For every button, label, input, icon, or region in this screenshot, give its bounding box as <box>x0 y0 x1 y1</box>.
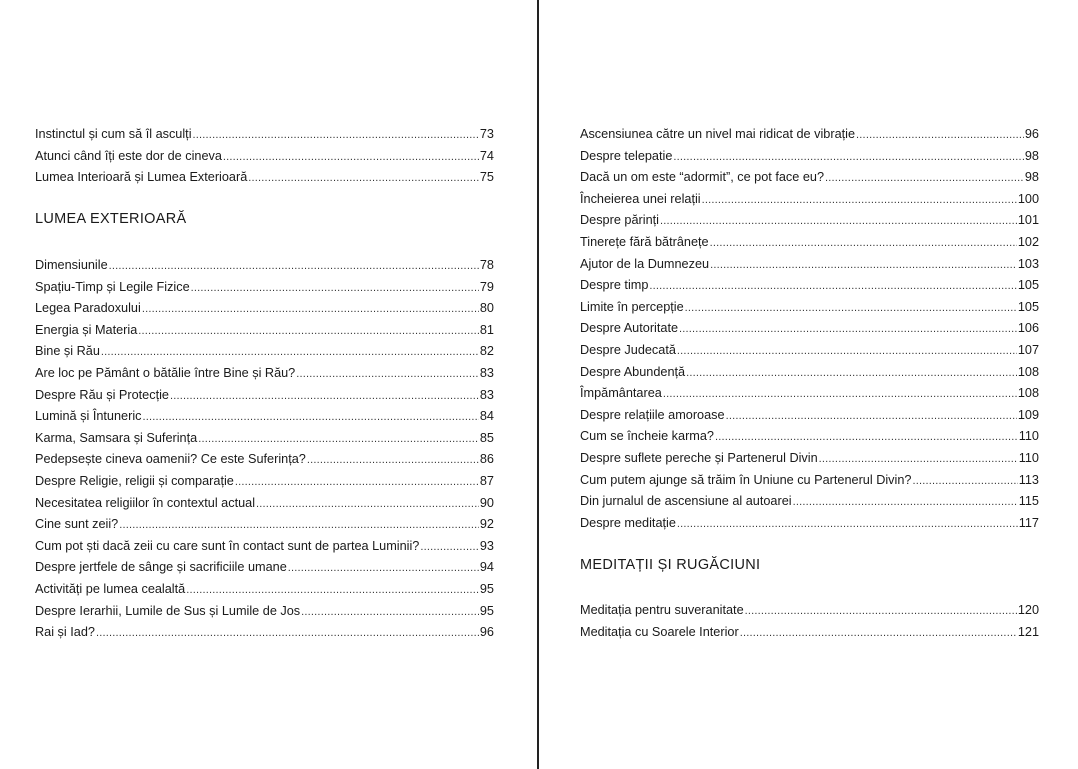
dot-leader <box>307 450 479 471</box>
dot-leader <box>198 429 479 450</box>
dot-leader <box>143 407 479 428</box>
toc-entry-page-number: 110 <box>1018 429 1039 444</box>
toc-entry-title: Necesitatea religiilor în contextul actual <box>35 495 256 510</box>
toc-entry-title: Limite în percepție <box>580 299 684 314</box>
dot-leader <box>101 342 479 363</box>
dot-leader <box>649 276 1016 297</box>
toc-entry-page-number: 110 <box>1018 450 1039 465</box>
toc-entry-page-number: 90 <box>479 495 494 510</box>
toc-entry-title: Despre Abundență <box>580 364 686 379</box>
section-heading: LUMEA EXTERIOARĂ <box>35 211 187 227</box>
dot-leader <box>193 125 479 146</box>
toc-entry <box>35 493 494 515</box>
toc-entry-page-number: 108 <box>1017 386 1039 401</box>
toc-entry-page-number: 93 <box>479 538 494 553</box>
dot-leader <box>673 147 1023 168</box>
toc-entry-title: Activități pe lumea cealaltă <box>35 581 186 596</box>
toc-entry <box>580 600 1039 622</box>
toc-entry-title: Cum se încheie karma? <box>580 429 714 444</box>
left-page <box>0 0 538 769</box>
toc-entry-title: Are loc pe Pământ o bătălie între Bine și Rău? <box>35 365 296 380</box>
toc-entry-page-number: 101 <box>1017 213 1039 228</box>
toc-entry <box>35 449 494 471</box>
toc-entry-title: Lumină și Întuneric <box>35 409 142 424</box>
dot-leader <box>677 341 1017 362</box>
toc-entry <box>580 254 1039 276</box>
toc-entry-page-number: 113 <box>1018 472 1039 487</box>
dot-leader <box>819 449 1018 470</box>
dot-leader <box>256 494 479 515</box>
toc-entry <box>35 298 494 320</box>
toc-entry-title: Legea Paradoxului <box>35 301 141 316</box>
dot-leader <box>677 514 1018 535</box>
dot-leader <box>248 168 479 189</box>
toc-entry <box>580 124 1039 146</box>
toc-entry-title: Meditația pentru suveranitate <box>580 603 744 617</box>
dot-leader <box>288 558 479 579</box>
toc-entry-title: Împământarea <box>580 386 662 401</box>
toc-entry-page-number: 92 <box>479 517 494 532</box>
toc-entry <box>35 146 494 168</box>
toc-entry <box>35 514 494 536</box>
toc-entry-title: Cine sunt zeii? <box>35 517 119 532</box>
dot-leader <box>109 256 479 277</box>
toc-entry <box>580 146 1039 168</box>
toc-entry-page-number: 121 <box>1017 624 1039 639</box>
toc-entry-title: Despre relațiile amoroase <box>580 407 725 422</box>
toc-entry-title: Despre jertfele de sânge și sacrificiile umane <box>35 560 287 575</box>
toc-entry-title: Despre suflete pereche și Partenerul Divin <box>580 450 818 465</box>
dot-leader <box>223 147 479 168</box>
toc-entry-page-number: 107 <box>1017 342 1039 357</box>
dot-leader <box>715 427 1018 448</box>
toc-entry-title: Despre telepatie <box>580 148 673 163</box>
toc-entry-title: Ascensiunea către un nivel mai ridicat de vibrație <box>580 127 856 141</box>
toc-entry-page-number: 85 <box>479 430 494 445</box>
dot-leader <box>679 319 1017 340</box>
toc-entry <box>580 448 1039 470</box>
toc-entry <box>580 275 1039 297</box>
toc-entry-title: Energia și Materia <box>35 322 138 337</box>
dot-leader <box>119 515 479 536</box>
dot-leader <box>170 386 479 407</box>
dot-leader <box>856 125 1024 146</box>
toc-entry-title: Atunci când îți este dor de cineva <box>35 148 222 163</box>
toc-entry-page-number: 94 <box>479 560 494 575</box>
dot-leader <box>726 406 1017 427</box>
toc-entry <box>35 601 494 623</box>
toc-entry-title: Lumea Interioară și Lumea Exterioară <box>35 170 248 185</box>
dot-leader <box>912 471 1017 492</box>
toc-entry-page-number: 108 <box>1017 364 1039 379</box>
toc-entry-page-number: 95 <box>479 581 494 596</box>
toc-entry <box>35 406 494 428</box>
toc-entry-title: Dimensiunile <box>35 258 108 272</box>
toc-entry-page-number: 82 <box>479 344 494 359</box>
toc-entry <box>580 232 1039 254</box>
toc-entry-page-number: 83 <box>479 365 494 380</box>
toc-entry-page-number: 109 <box>1017 407 1039 422</box>
toc-entry <box>580 491 1039 513</box>
dot-leader <box>191 278 479 299</box>
toc-entry-page-number: 106 <box>1017 321 1039 336</box>
toc-entry <box>580 426 1039 448</box>
dot-leader <box>686 363 1017 384</box>
dot-leader <box>825 168 1024 189</box>
toc-entry <box>35 471 494 493</box>
right-page <box>539 0 1078 769</box>
toc-entry-page-number: 79 <box>479 279 494 294</box>
dot-leader <box>740 623 1017 644</box>
toc-list <box>35 124 494 189</box>
dot-leader <box>138 321 479 342</box>
dot-leader <box>710 233 1017 254</box>
dot-leader <box>296 364 479 385</box>
dot-leader <box>745 601 1017 622</box>
toc-entry <box>580 297 1039 319</box>
toc-entry-page-number: 86 <box>479 452 494 467</box>
toc-list <box>35 255 494 644</box>
toc-entry-page-number: 87 <box>479 473 494 488</box>
dot-leader <box>186 580 479 601</box>
toc-entry-page-number: 105 <box>1017 299 1039 314</box>
toc-entry-page-number: 81 <box>479 322 494 337</box>
toc-entry <box>580 167 1039 189</box>
toc-entry-title: Cum pot ști dacă zeii cu care sunt în contact sunt de partea Luminii? <box>35 538 420 553</box>
toc-entry-page-number: 80 <box>479 301 494 316</box>
toc-entry <box>35 320 494 342</box>
toc-entry <box>35 622 494 644</box>
toc-entry-title: Tinerețe fără bătrânețe <box>580 234 709 249</box>
toc-entry-page-number: 96 <box>479 625 494 640</box>
toc-entry-title: Rai și Iad? <box>35 625 95 640</box>
toc-entry-page-number: 95 <box>479 603 494 618</box>
toc-entry <box>35 277 494 299</box>
toc-entry-title: Meditația cu Soarele Interior <box>580 624 739 639</box>
toc-entry <box>580 470 1039 492</box>
toc-entry <box>35 536 494 558</box>
toc-entry-title: Cum putem ajunge să trăim în Uniune cu Partenerul Divin? <box>580 472 912 487</box>
toc-entry-page-number: 120 <box>1017 603 1039 617</box>
toc-entry <box>580 622 1039 644</box>
toc-entry-page-number: 84 <box>479 409 494 424</box>
toc-list <box>580 600 1039 643</box>
toc-entry-page-number: 75 <box>479 170 494 185</box>
toc-entry <box>35 557 494 579</box>
toc-entry-page-number: 78 <box>479 258 494 272</box>
toc-entry-title: Despre părinți <box>580 213 659 228</box>
toc-entry <box>580 189 1039 211</box>
toc-entry <box>35 363 494 385</box>
toc-entry-page-number: 96 <box>1024 127 1039 141</box>
toc-entry-page-number: 117 <box>1018 515 1039 530</box>
dot-leader <box>710 255 1017 276</box>
toc-entry-page-number: 98 <box>1024 148 1039 163</box>
toc-entry-page-number: 102 <box>1017 234 1039 249</box>
dot-leader <box>96 623 479 644</box>
toc-entry-title: Spațiu-Timp și Legile Fizice <box>35 279 190 294</box>
toc-entry-page-number: 103 <box>1017 256 1039 271</box>
toc-entry-title: Despre Ierarhii, Lumile de Sus și Lumile de Jos <box>35 603 301 618</box>
toc-entry-page-number: 83 <box>479 387 494 402</box>
toc-entry-page-number: 98 <box>1024 170 1039 185</box>
toc-entry <box>580 340 1039 362</box>
toc-entry <box>580 318 1039 340</box>
dot-leader <box>660 211 1017 232</box>
dot-leader <box>793 492 1018 513</box>
toc-entry-title: Din jurnalul de ascensiune al autoarei <box>580 494 792 509</box>
toc-entry-title: Despre timp <box>580 278 649 293</box>
toc-entry <box>35 167 494 189</box>
dot-leader <box>142 299 479 320</box>
dot-leader <box>235 472 479 493</box>
toc-entry-title: Încheierea unei relații <box>580 191 701 206</box>
toc-entry-page-number: 74 <box>479 148 494 163</box>
toc-entry <box>35 385 494 407</box>
toc-entry <box>580 513 1039 535</box>
toc-entry <box>35 428 494 450</box>
toc-entry-page-number: 100 <box>1017 191 1039 206</box>
dot-leader <box>301 602 479 623</box>
toc-entry-title: Pedepsește cineva oamenii? Ce este Suferința? <box>35 452 306 467</box>
toc-entry-title: Bine și Rău <box>35 344 100 359</box>
toc-entry <box>580 383 1039 405</box>
toc-list <box>580 124 1039 534</box>
toc-entry-title: Ajutor de la Dumnezeu <box>580 256 710 271</box>
toc-entry <box>35 579 494 601</box>
toc-entry-page-number: 73 <box>479 127 494 141</box>
toc-entry-title: Despre Religie, religii și comparație <box>35 473 234 488</box>
dot-leader <box>663 384 1017 405</box>
dot-leader <box>702 190 1017 211</box>
toc-entry-title: Despre meditație <box>580 515 676 530</box>
toc-entry-title: Instinctul și cum să îl asculți <box>35 127 192 141</box>
toc-entry <box>580 210 1039 232</box>
toc-entry-title: Despre Rău și Protecție <box>35 387 169 402</box>
toc-entry-title: Despre Judecată <box>580 342 676 357</box>
toc-entry <box>580 405 1039 427</box>
toc-entry <box>35 124 494 146</box>
section-heading: MEDITAȚII ȘI RUGĂCIUNI <box>580 557 761 573</box>
toc-entry-page-number: 115 <box>1018 494 1039 509</box>
toc-entry <box>580 362 1039 384</box>
toc-entry-page-number: 105 <box>1017 278 1039 293</box>
toc-entry-title: Dacă un om este “adormit”, ce pot face eu? <box>580 170 825 185</box>
toc-entry-title: Karma, Samsara și Suferința <box>35 430 198 445</box>
dot-leader <box>420 537 479 558</box>
toc-entry <box>35 341 494 363</box>
toc-entry <box>35 255 494 277</box>
dot-leader <box>685 298 1017 319</box>
toc-entry-title: Despre Autoritate <box>580 321 679 336</box>
